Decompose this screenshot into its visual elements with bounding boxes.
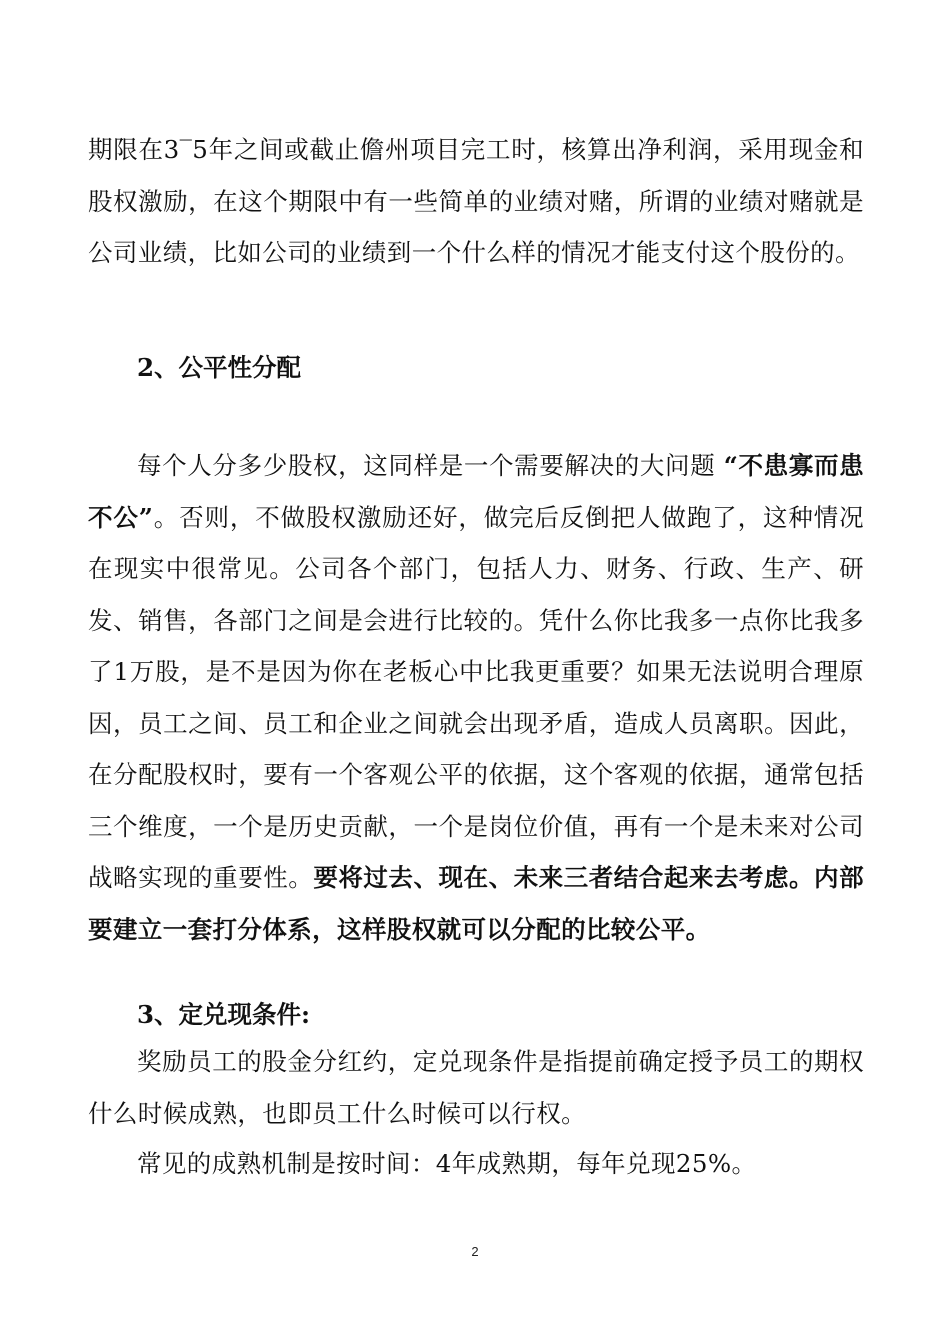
paragraph-fair-distribution-text-1: 每个人分多少股权，这同样是一个需要解决的大问题: [137, 451, 724, 480]
paragraph-vesting-period: 期限在3‾5年之间或截止儋州项目完工时，核算出净利润，采用现金和股权激励，在这个期限中有一些简单的业绩对赌，所谓的业绩对赌就是公司业绩，比如公司的业绩到一个什么样的情况才能支付这个股份的。: [88, 135, 864, 267]
paragraph-fair-distribution-text-2: 。否则，不做股权激励还好，做完后反倒把人做跑了，这种情况在现实中很常见。公司各个部门，包括人力、财务、行政、生产、研发、销售，各部门之间是会进行比较的。凭什么你比我多一点你比我多了1万股，是不是因为你在老板心中比我更重要？如果无法说明合理原因，员工之间、员工和企业之间就会出现矛盾，造成人员离职。因此，在分配股权时，要有一个客观公平的依据，这个客观的依据，通常包括三个维度，一个是历史贡献，一个是岗位价值，再有一个是未来对公司战略实现的重要性。: [88, 502, 864, 892]
page-number: 2: [471, 1244, 479, 1259]
paragraph-fair-distribution: [88, 440, 864, 955]
paragraph-fair-distribution-emphasis: 要将过去、现在、未来三者结合起来去考虑。内部要建立一套打分体系，这样股权就可以分配的比较公平。: [88, 863, 864, 944]
quote-not-fair: “不患寡而患不公”: [88, 451, 864, 532]
section-heading-vesting-conditions: 3、定兑现条件:: [137, 1000, 311, 1029]
paragraph-vesting-schedule: 常见的成熟机制是按时间：4年成熟期，每年兑现25%。: [137, 1149, 757, 1178]
paragraph-vesting-conditions: 奖励员工的股金分红约，定兑现条件是指提前确定授予员工的期权什么时候成熟，也即员工什么时候可以行权。: [88, 1047, 864, 1128]
section-heading-fair-distribution: 2、公平性分配: [137, 353, 302, 382]
